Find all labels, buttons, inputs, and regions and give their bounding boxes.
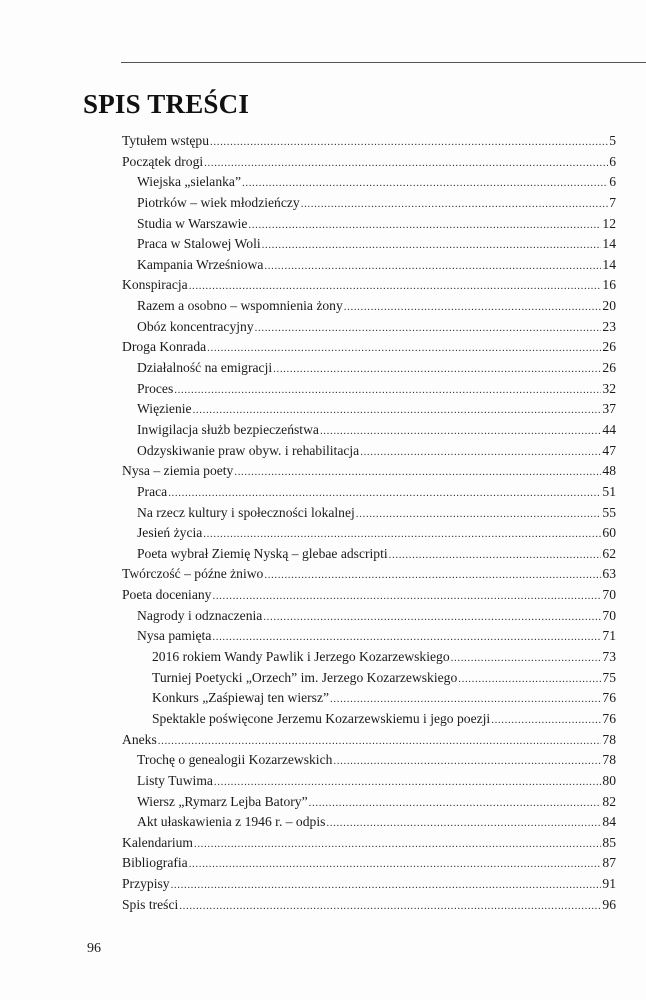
toc-entry-page: 7 bbox=[609, 194, 616, 210]
toc-entry-page: 70 bbox=[602, 607, 616, 623]
page-title: SPIS TREŚCI bbox=[83, 89, 250, 119]
dot-leader bbox=[179, 896, 601, 917]
toc-entry-label: Tytułem wstępu bbox=[122, 133, 210, 148]
toc-entry-label: Jesień życia bbox=[137, 525, 203, 541]
dot-leader bbox=[214, 772, 601, 793]
toc-entry-page: 26 bbox=[602, 360, 616, 376]
toc-entry-label: Akt ułaskawienia z 1946 r. – odpis bbox=[137, 814, 326, 830]
toc-entry-label: Turniej Poetycki „Orzech” im. Jerzego Kozarzewskiego bbox=[152, 669, 458, 685]
toc-entry-label: Działalność na emigracji bbox=[137, 360, 273, 376]
page-number: 96 bbox=[87, 941, 101, 956]
dot-leader bbox=[491, 710, 601, 731]
toc-entry-label: Na rzecz kultury i społeczności lokalnej bbox=[137, 504, 355, 520]
toc-entry-page: 6 bbox=[609, 153, 616, 169]
toc-entry[interactable] bbox=[122, 234, 616, 255]
dot-leader bbox=[210, 132, 608, 153]
dot-leader bbox=[234, 462, 601, 483]
toc-entry-label: Praca bbox=[137, 483, 168, 499]
dot-leader bbox=[194, 834, 601, 855]
toc-entry-label: Spis treści bbox=[122, 896, 179, 912]
toc-entry[interactable] bbox=[122, 337, 616, 358]
toc-entry-page: 48 bbox=[602, 463, 616, 479]
toc-entry-page: 76 bbox=[602, 690, 616, 706]
dot-leader bbox=[193, 400, 602, 421]
toc-entry-label: Więzienie bbox=[137, 401, 192, 417]
dot-leader bbox=[263, 607, 601, 628]
dot-leader bbox=[212, 627, 601, 648]
toc-entry[interactable] bbox=[122, 193, 616, 214]
dot-leader bbox=[356, 504, 602, 525]
toc-entry[interactable] bbox=[122, 647, 616, 668]
toc-entry[interactable] bbox=[122, 379, 616, 400]
toc-entry[interactable] bbox=[122, 606, 616, 627]
dot-leader bbox=[189, 276, 602, 297]
toc-entry-label: Twórczość – późne żniwo bbox=[122, 566, 264, 582]
toc-entry[interactable] bbox=[122, 172, 616, 193]
toc-entry-page: 80 bbox=[602, 772, 616, 788]
toc-entry-label: Bibliografia bbox=[122, 855, 188, 871]
toc-entry-label: Studia w Warszawie bbox=[137, 215, 248, 231]
toc-entry[interactable] bbox=[122, 317, 616, 338]
toc-entry-label: Konspiracja bbox=[122, 277, 188, 293]
dot-leader bbox=[242, 173, 608, 194]
toc-entry-label: Inwigilacja służb bezpieczeństwa bbox=[137, 421, 319, 437]
toc-entry[interactable] bbox=[122, 730, 616, 751]
toc-entry-label: Razem a osobno – wspomnienia żony bbox=[137, 298, 343, 314]
toc-entry-page: 23 bbox=[602, 318, 616, 334]
toc-entry-page: 76 bbox=[602, 710, 616, 726]
dot-leader bbox=[174, 380, 601, 401]
toc-entry-label: Nysa – ziemia poety bbox=[122, 463, 234, 479]
toc-entry[interactable] bbox=[122, 503, 616, 524]
toc-entry[interactable] bbox=[122, 482, 616, 503]
toc-entry-label: Przypisy bbox=[122, 876, 170, 892]
toc-entry[interactable] bbox=[122, 771, 616, 792]
toc-entry-page: 63 bbox=[602, 566, 616, 582]
toc-entry[interactable] bbox=[122, 626, 616, 647]
dot-leader bbox=[458, 669, 601, 690]
toc-entry-label: Nysa pamięta bbox=[137, 628, 212, 644]
dot-leader bbox=[264, 565, 601, 586]
toc-entry[interactable] bbox=[122, 792, 616, 813]
dot-leader bbox=[309, 793, 602, 814]
toc-entry-label: Kampania Wrześniowa bbox=[137, 256, 264, 272]
dot-leader bbox=[451, 648, 602, 669]
toc-entry[interactable] bbox=[122, 668, 616, 689]
toc-entry-page: 91 bbox=[602, 876, 616, 892]
toc-entry[interactable] bbox=[122, 255, 616, 276]
toc-entry[interactable] bbox=[122, 750, 616, 771]
toc-entry-label: Odzyskiwanie praw obyw. i rehabilitacja bbox=[137, 442, 360, 458]
toc-entry-label: Droga Konrada bbox=[122, 339, 207, 355]
toc-entry-page: 44 bbox=[602, 421, 616, 437]
toc-entry-page: 78 bbox=[602, 752, 616, 768]
dot-leader bbox=[273, 359, 601, 380]
toc-entry[interactable] bbox=[122, 833, 616, 854]
dot-leader bbox=[189, 854, 602, 875]
toc-entry-page: 47 bbox=[602, 442, 616, 458]
toc-entry-page: 73 bbox=[602, 649, 616, 665]
toc-entry-page: 78 bbox=[602, 731, 616, 747]
toc-entry[interactable] bbox=[122, 874, 616, 895]
toc-entry[interactable] bbox=[122, 585, 616, 606]
toc-entry-label: Konkurs „Zaśpiewaj ten wiersz” bbox=[152, 690, 330, 706]
toc-entry-label: Wiejska „sielanka” bbox=[137, 174, 241, 190]
toc-entry[interactable] bbox=[122, 709, 616, 730]
toc-entry-page: 37 bbox=[602, 401, 616, 417]
toc-entry[interactable] bbox=[122, 564, 616, 585]
toc-entry-page: 51 bbox=[602, 483, 616, 499]
toc-entry-page: 5 bbox=[609, 133, 616, 148]
toc-entry-label: Proces bbox=[137, 380, 174, 396]
toc-entry-page: 71 bbox=[602, 628, 616, 644]
toc-entry-page: 82 bbox=[602, 793, 616, 809]
toc-entry-page: 62 bbox=[602, 545, 616, 561]
toc-entry-page: 70 bbox=[602, 587, 616, 603]
dot-leader bbox=[333, 751, 601, 772]
toc-entry-page: 16 bbox=[602, 277, 616, 293]
toc-entry[interactable] bbox=[122, 895, 616, 916]
dot-leader bbox=[203, 524, 601, 545]
toc-entry-label: Praca w Stalowej Woli bbox=[137, 236, 261, 252]
toc-entry-label: Początek drogi bbox=[122, 153, 204, 169]
dot-leader bbox=[389, 545, 602, 566]
toc-entry-label: Aneks bbox=[122, 731, 157, 747]
toc-entry-page: 32 bbox=[602, 380, 616, 396]
toc-entry-page: 85 bbox=[602, 834, 616, 850]
toc-entry[interactable] bbox=[122, 853, 616, 874]
dot-leader bbox=[360, 442, 601, 463]
toc-entry-page: 96 bbox=[602, 896, 616, 912]
toc-entry-page: 26 bbox=[602, 339, 616, 355]
toc-entry-label: Kalendarium bbox=[122, 834, 193, 850]
toc-entry[interactable] bbox=[122, 544, 616, 565]
dot-leader bbox=[255, 318, 602, 339]
toc-entry[interactable] bbox=[122, 523, 616, 544]
dot-leader bbox=[344, 297, 602, 318]
dot-leader bbox=[326, 813, 601, 834]
dot-leader bbox=[264, 256, 601, 277]
toc-entry-label: Obóz koncentracyjny bbox=[137, 318, 254, 334]
toc-entry[interactable] bbox=[122, 275, 616, 296]
dot-leader bbox=[171, 875, 602, 896]
toc-entry-label: Poeta wybrał Ziemię Nyską – glebae adscripti bbox=[137, 545, 388, 561]
toc-entry-page: 14 bbox=[602, 236, 616, 252]
table-of-contents bbox=[122, 131, 616, 915]
dot-leader bbox=[207, 338, 601, 359]
toc-entry[interactable] bbox=[122, 812, 616, 833]
toc-entry[interactable] bbox=[122, 214, 616, 235]
dot-leader bbox=[168, 483, 601, 504]
dot-leader bbox=[330, 689, 601, 710]
toc-entry-page: 75 bbox=[602, 669, 616, 685]
toc-entry[interactable] bbox=[122, 461, 616, 482]
toc-entry-label: Listy Tuwima bbox=[137, 772, 213, 788]
toc-entry[interactable] bbox=[122, 152, 616, 173]
dot-leader bbox=[212, 586, 601, 607]
toc-entry-page: 55 bbox=[602, 504, 616, 520]
toc-entry[interactable] bbox=[122, 296, 616, 317]
dot-leader bbox=[204, 153, 608, 174]
toc-entry[interactable] bbox=[122, 441, 616, 462]
toc-entry-label: Wiersz „Rymarz Lejba Batory” bbox=[137, 793, 308, 809]
dot-leader bbox=[301, 194, 608, 215]
toc-entry-label: Spektakle poświęcone Jerzemu Kozarzewskiemu i jego poezji bbox=[152, 710, 491, 726]
header-rule bbox=[121, 62, 646, 63]
toc-entry-label: 2016 rokiem Wandy Pawlik i Jerzego Kozarzewskiego bbox=[152, 649, 450, 665]
dot-leader bbox=[158, 731, 602, 752]
toc-entry-page: 14 bbox=[602, 256, 616, 272]
toc-entry[interactable] bbox=[122, 399, 616, 420]
toc-entry[interactable] bbox=[122, 688, 616, 709]
toc-entry-label: Poeta doceniany bbox=[122, 587, 212, 603]
toc-entry-page: 84 bbox=[602, 814, 616, 830]
toc-entry[interactable] bbox=[122, 420, 616, 441]
toc-entry-page: 87 bbox=[602, 855, 616, 871]
toc-entry[interactable] bbox=[122, 358, 616, 379]
toc-entry-page: 60 bbox=[602, 525, 616, 541]
toc-entry-label: Trochę o genealogii Kozarzewskich bbox=[137, 752, 333, 768]
toc-entry-label: Nagrody i odznaczenia bbox=[137, 607, 263, 623]
toc-entry-page: 12 bbox=[602, 215, 616, 231]
toc-entry-page: 6 bbox=[609, 174, 616, 190]
dot-leader bbox=[248, 215, 601, 236]
toc-entry-page: 20 bbox=[602, 298, 616, 314]
toc-entry[interactable] bbox=[122, 131, 616, 152]
toc-entry-label: Piotrków – wiek młodzieńczy bbox=[137, 194, 300, 210]
dot-leader bbox=[262, 235, 602, 256]
dot-leader bbox=[320, 421, 601, 442]
